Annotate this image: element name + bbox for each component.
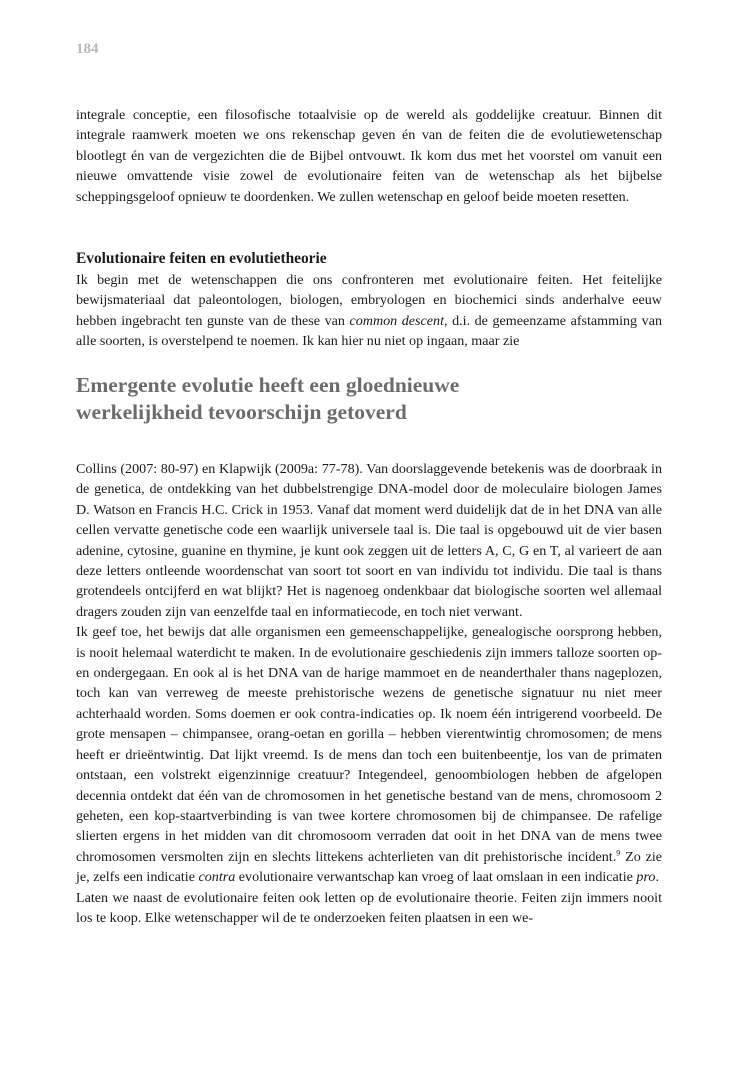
section-heading: Evolutionaire feiten en evolutietheorie — [76, 250, 327, 267]
body-paragraph-2 — [76, 622, 662, 887]
para2-before: Ik geef toe, het bewijs dat alle organismen een gemeenschappelijke, genealogische oorsprong hebben, is nooit helemaal waterdicht te maken. In de evolutionaire geschiedenis zijn immers talloze soorten op- en ondergegaan. En ook al is het DNA van de harige mammoet en de neanderthaler thans nageplozen, toch kan van verreweg de meeste prehistorische wezens de genetische signatuur nu niet meer achterhaald worden. Soms doemen er ook contra-indicaties op. Ik noem één intrigerend voorbeeld. De grote mensapen – chimpansee, orang-oetan en gorilla – hebben vierentwintig chromosomen; de mens heeft er drieëntwintig. Dat lijkt vreemd. Is de mens dan toch een buitenbeentje, los van de primaten ontstaan, een volstrekt eigenzinnige creatuur? Integendeel, genoombiologen hebben de afgelopen decennia ontdekt dat één van de chromosomen in het genetische bestand van de mens, chromosoom 2 geheten, een kop-staartverbinding is van twee kortere chromosomen bij de chimpansee. De rafelige slierten ergens in het midden van dit chromosoom verraden dat ooit in het DNA van de mens twee chromosomen versmolten zijn en slechts littekens achterlieten van dit prehistorische incident. — [76, 624, 662, 865]
para2-italic-contra: contra — [198, 869, 236, 886]
page-number: 184 — [76, 41, 99, 57]
para2-end: . — [655, 869, 660, 886]
intro-text: integrale conceptie, een filosofische totaalvisie op de wereld als goddelijke creatuur. Binnen dit integrale raamwerk moeten we ons rekenschap geven én van de feiten die de evolutiewetenschap blootlegt én van de vergezichten die de Bijbel ontvouwt. Ik kom dus met het voorstel om vanuit een nieuwe omvattende visie zowel de evolutionaire feiten van de wetenschap als het bijbelse scheppingsgeloof opnieuw te doordenken. We zullen wetenschap en geloof beide moeten resetten. — [76, 107, 662, 205]
section-text-italic: common descent — [349, 312, 445, 329]
para2-middle-1: Zo zie je, zelfs een indicatie — [76, 848, 662, 886]
section-text-before: Ik begin met de wetenschappen die ons confronteren met evolutionaire feiten. Het feitelijke bewijsmateriaal dat paleontologen, biologen, embryologen en biochemici sinds anderhalve eeuw hebben ingebracht ten gunste van de these van — [76, 272, 662, 329]
para2-middle-2: evolutionaire verwantschap kan vroeg of laat omslaan in een indicatie — [235, 869, 637, 886]
footnote-ref[interactable]: 9 — [616, 848, 621, 858]
pull-quote-line-1: Emergente evolutie heeft een gloednieuwe — [76, 373, 460, 397]
intro-paragraph — [76, 105, 662, 207]
pull-quote — [76, 372, 662, 426]
body-paragraph-3: Laten we naast de evolutionaire feiten ook letten op de evolutionaire theorie. Feiten zijn immers nooit los te koop. Elke wetenschapper wil de te onderzoeken feiten plaatsen in een we- — [76, 889, 662, 926]
section-paragraph-text — [76, 270, 662, 352]
body-text — [76, 459, 662, 928]
section-text-after: , d.i. de gemeenzame afstamming van alle soorten, is overstelpend te noemen. Ik kan hier nu niet op ingaan, maar zie — [76, 312, 662, 350]
para2-italic-pro: pro — [636, 869, 656, 886]
pull-quote-line-2: werkelijkheid tevoorschijn getoverd — [76, 400, 407, 424]
body-paragraph-1: Collins (2007: 80-97) en Klapwijk (2009a: 77-78). Van doorslaggevende betekenis was de doorbraak in de genetica, de ontdekking van het dubbelstrengige DNA-model door de moleculaire biologen James D. Watson en Francis H.C. Crick in 1953. Vanaf dat moment werd duidelijk dat de in het DNA van alle cellen vervatte genetische code een waarlijk universele taal is. Die taal is opgebouwd uit de vier basen adenine, cytosine, guanine en thymine, je kunt ook zeggen uit de letters A, C, G en T, al varieert de aan deze letters ontleende woordenschat van soort tot soort en van individu tot individu. Die taal is thans grotendeels ontcijferd en wat blijkt? Het is nagenoeg ondenkbaar dat biologische soorten wel allemaal dragers zouden zijn van eenzelfde taal en informatiecode, en toch niet verwant. — [76, 461, 662, 620]
section-paragraph — [76, 270, 662, 352]
